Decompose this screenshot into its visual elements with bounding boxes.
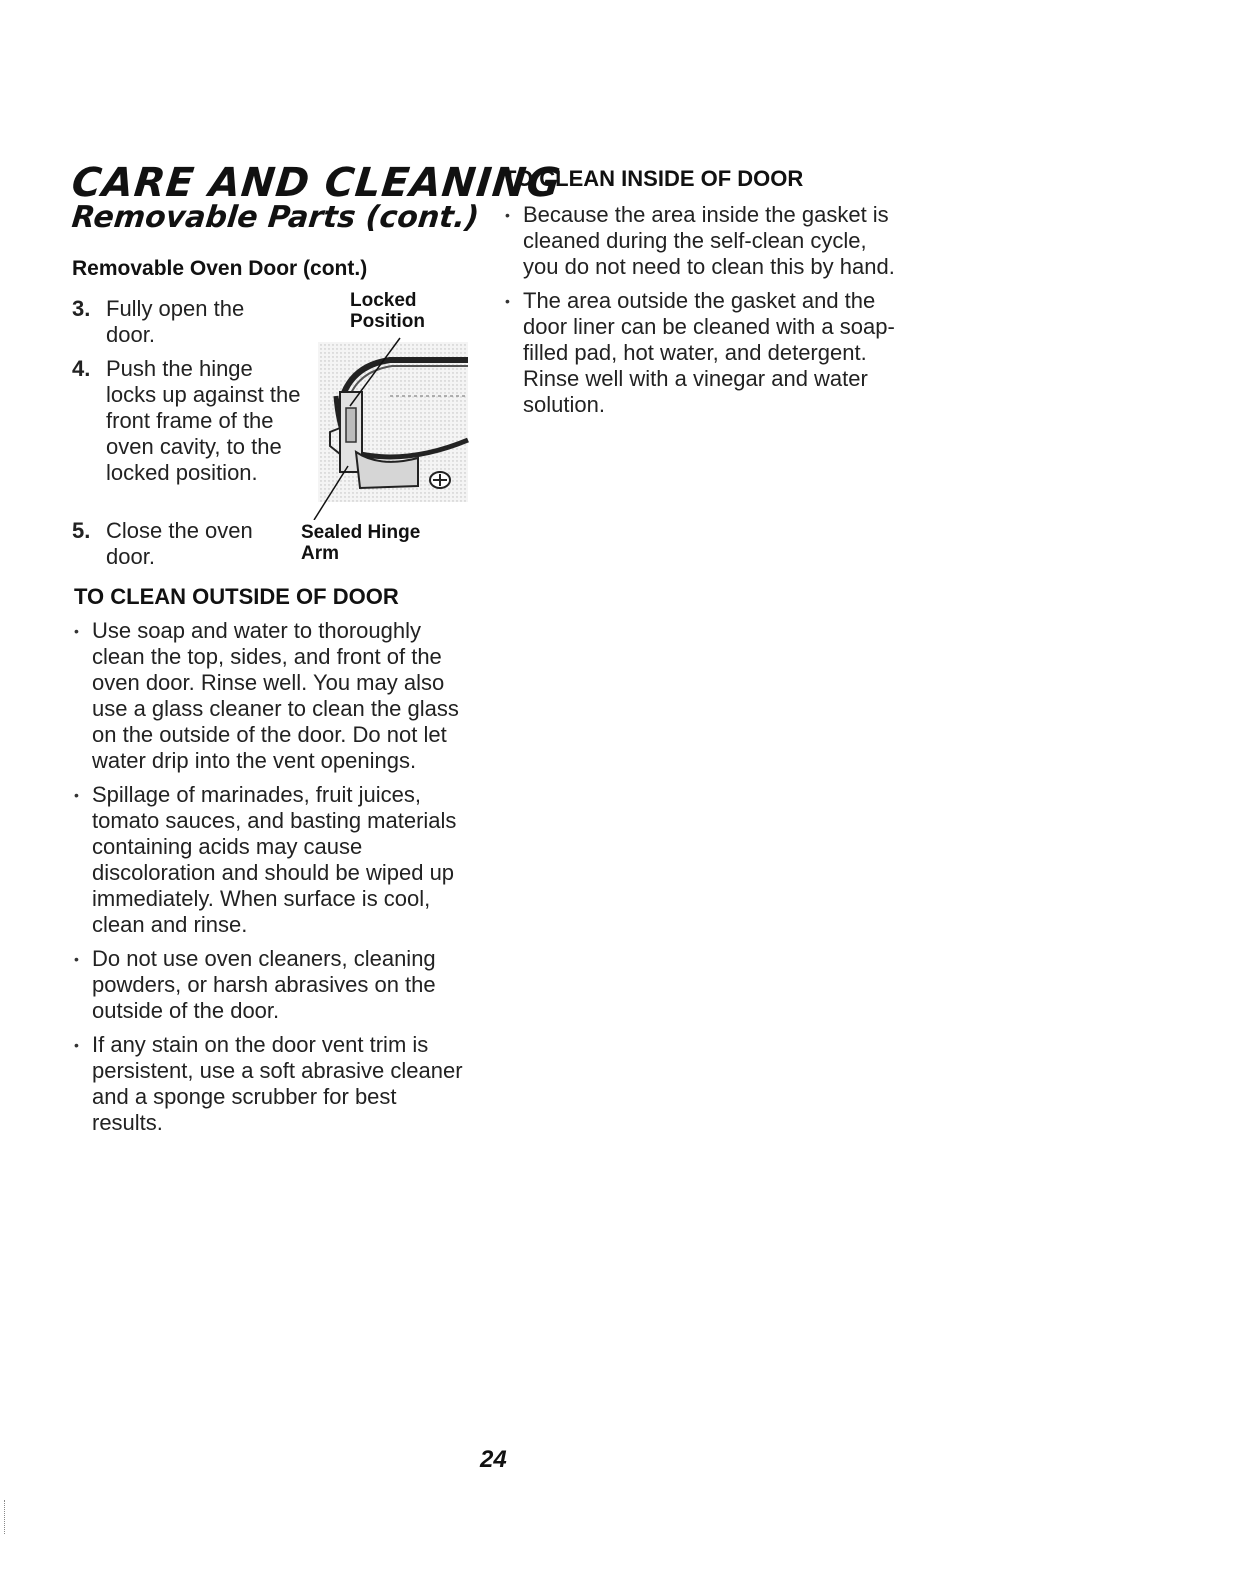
outside-door-heading: TO CLEAN OUTSIDE OF DOOR — [74, 584, 399, 609]
inside-door-list — [503, 202, 898, 426]
step-text: Close the oven door. — [106, 518, 253, 569]
list-item: • Spillage of marinades, fruit juices, tomato sauces, and basting materials containing acids may cause discoloration and should be wiped up immediately. When surface is cool, clean and rinse. — [74, 782, 457, 937]
figure-label-locked-position: Locked Position — [350, 290, 425, 332]
step-3 — [72, 296, 312, 348]
list-item: • Do not use oven cleaners, cleaning powders, or harsh abrasives on the outside of the door. — [74, 946, 436, 1023]
scan-mark — [4, 1500, 13, 1534]
figure-label-sealed-hinge-arm: Sealed Hinge Arm — [301, 522, 421, 564]
bullet-icon: • — [74, 623, 79, 639]
step-number: 5. — [72, 518, 91, 543]
page-number: 24 — [480, 1446, 507, 1473]
step-4 — [72, 356, 312, 486]
bullet-icon: • — [74, 787, 79, 803]
bullet-icon: • — [505, 293, 510, 309]
bullet-icon: • — [74, 951, 79, 967]
list-item: • Because the area inside the gasket is cleaned during the self-clean cycle, you do not need to clean this by hand. — [505, 202, 895, 279]
list-item: • The area outside the gasket and the door liner can be cleaned with a soap-filled pad, hot water, and detergent. Rinse well with a vinegar and water solution. — [505, 288, 895, 417]
step-number: 4. — [72, 356, 91, 381]
step-text: Fully open the door. — [106, 296, 245, 347]
hinge-illustration — [300, 336, 472, 520]
list-item: • Use soap and water to thoroughly clean the top, sides, and front of the oven door. Rinse well. You may also use a glass cleaner to clean the glass on the outside of the door. Do not let water drip into the vent openings. — [74, 618, 459, 773]
step-number: 3. — [72, 296, 91, 321]
oven-door-heading: Removable Oven Door (cont.) — [72, 257, 368, 280]
outside-door-list — [72, 618, 472, 1144]
section-title: CARE AND CLEANING — [69, 160, 564, 206]
bullet-icon: • — [505, 207, 510, 223]
step-text: Push the hinge locks up against the front frame of the oven cavity, to the locked position. — [106, 356, 301, 485]
hinge-lock-slot — [346, 408, 356, 442]
bullet-icon: • — [74, 1037, 79, 1053]
inside-door-heading: TO CLEAN INSIDE OF DOOR — [503, 166, 804, 191]
list-item: • If any stain on the door vent trim is persistent, use a soft abrasive cleaner and a sponge scrubber for best results. — [74, 1032, 463, 1135]
step-5 — [72, 518, 312, 570]
section-subtitle: Removable Parts (cont.) — [70, 200, 481, 235]
